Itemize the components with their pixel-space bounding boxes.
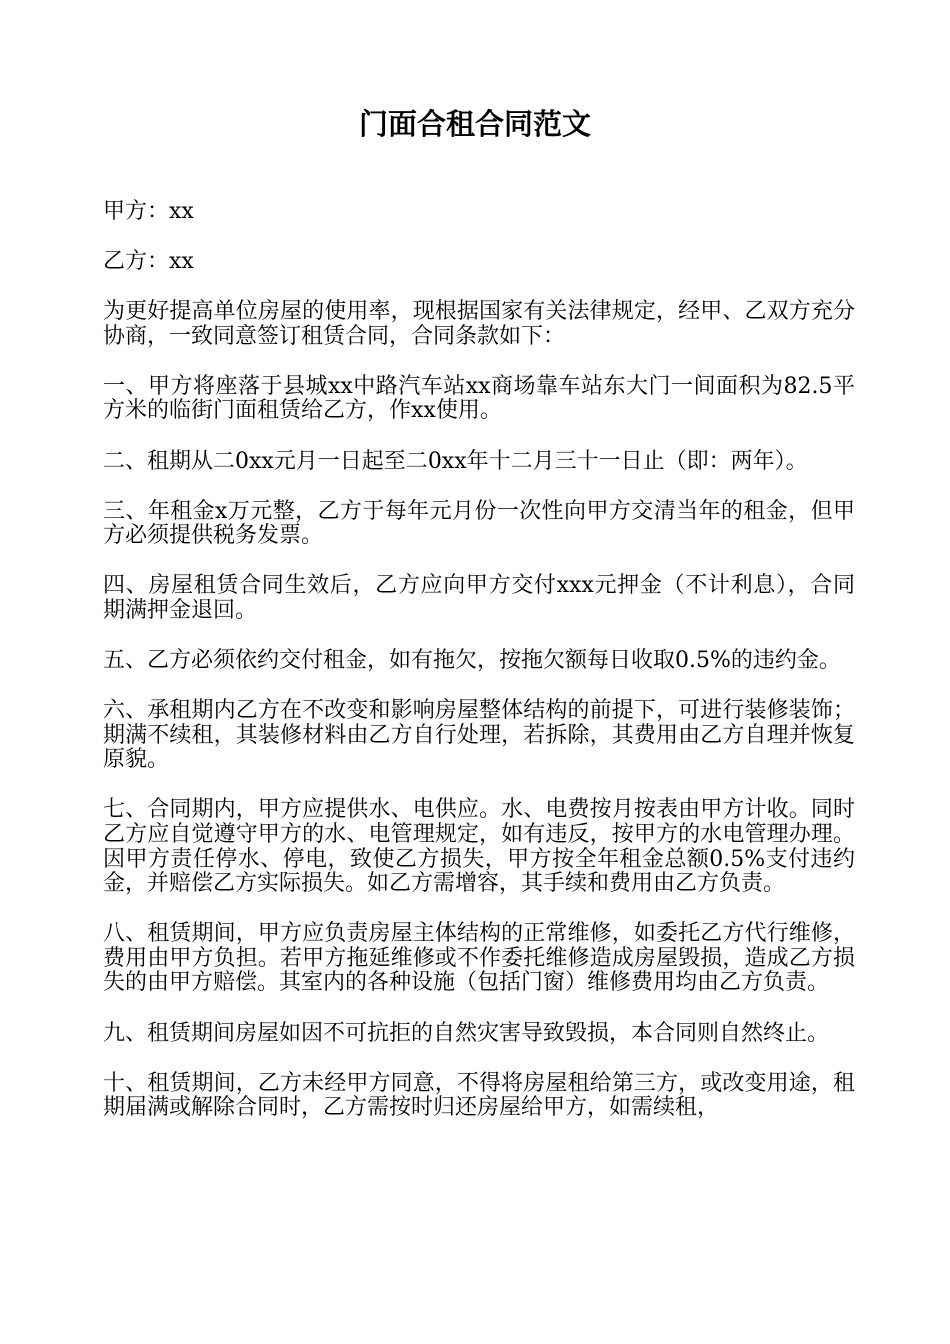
clause-9-paragraph: 九、租赁期间房屋如因不可抗拒的自然灾害导致毁损，本合同则自然终止。 (103, 1020, 830, 1046)
preamble-paragraph: 为更好提高单位房屋的使用率，现根据国家有关法律规定，经甲、乙双方充分协商，一致同意签订租赁合同，合同条款如下： (103, 299, 855, 349)
clause-8-paragraph: 八、租赁期间，甲方应负责房屋主体结构的正常维修，如委托乙方代行维修，费用由甲方负担。若甲方拖延维修或不作委托维修造成房屋毁损，造成乙方损失的由甲方赔偿。其室内的各种设施（包括门窗）维修费用均由乙方负责。 (103, 921, 855, 996)
clause-10-paragraph: 十、租赁期间，乙方未经甲方同意，不得将房屋租给第三方，或改变用途，租期届满或解除合同时，乙方需按时归还房屋给甲方，如需续租， (103, 1070, 855, 1121)
clause-5-paragraph: 五、乙方必须依约交付租金，如有拖欠，按拖欠额每日收取0.5%的违约金。 (103, 648, 841, 674)
clause-4-paragraph: 四、房屋租赁合同生效后，乙方应向甲方交付xxx元押金（不计利息），合同期满押金退回。 (103, 573, 855, 623)
clause-2-paragraph: 二、租期从二0xx元月一日起至二0xx年十二月三十一日止（即：两年）。 (103, 448, 808, 474)
clause-6-paragraph: 六、承租期内乙方在不改变和影响房屋整体结构的前提下，可进行装修装饰；期满不续租，其装修材料由乙方自行处理，若拆除，其费用由乙方自理并恢复原貌。 (103, 698, 855, 773)
clause-3-paragraph: 三、年租金x万元整，乙方于每年元月份一次性向甲方交清当年的租金，但甲方必须提供税务发票。 (103, 498, 855, 549)
document-title: 门面合租合同范文 (358, 107, 591, 141)
party-a-line: 甲方：xx (103, 199, 194, 224)
document-body (103, 200, 855, 1146)
clause-1-paragraph: 一、甲方将座落于县城xx中路汽车站xx商场靠车站东大门一间面积为82.5平方米的临街门面租赁给乙方，作xx使用。 (103, 373, 855, 424)
party-b-line: 乙方：xx (103, 249, 194, 275)
clause-7-paragraph: 七、合同期内，甲方应提供水、电供应。水、电费按月按表由甲方计收。同时乙方应自觉遵守甲方的水、电管理规定，如有违反，按甲方的水电管理办理。因甲方责任停水、停电，致使乙方损失，甲方按全年租金总额0.5%支付违约金，并赔偿乙方实际损失。如乙方需增容，其手续和费用由乙方负责。 (103, 797, 855, 897)
